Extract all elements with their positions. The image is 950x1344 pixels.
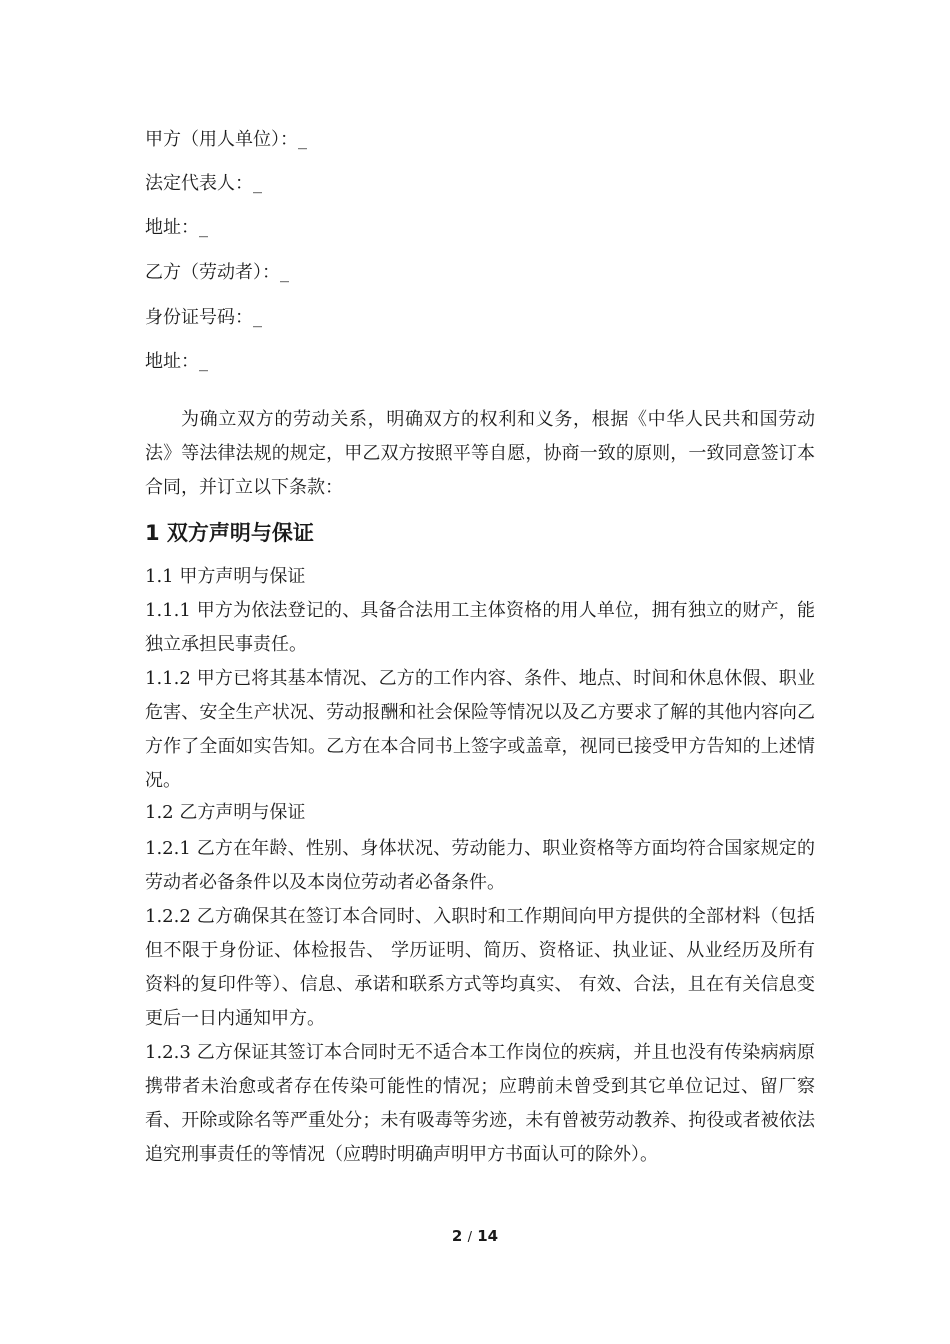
clause-1-1-2: 1.1.2 甲方已将其基本情况、乙方的工作内容、条件、地点、时间和休息休假、职业危害、安全生产状况、劳动报酬和社会保险等情况以及乙方要求了解的其他内容向乙方作了全面如实告知。乙方在本合同书上签字或盖章，视同已接受甲方告知的上述情况。 [145,668,815,791]
party-b-field: 乙方（劳动者）：_ [145,262,289,283]
total-pages-number: 14 [477,1227,499,1245]
party-a-field: 甲方（用人单位）：_ [145,129,307,150]
intro-paragraph: 为确立双方的劳动关系，明确双方的权利和义务，根据《中华人民共和国劳动法》等法律法规的规定，甲乙双方按照平等自愿，协商一致的原则，一致同意签订本合同，并订立以下条款： [145,409,815,498]
party-b-address-field: 地址：_ [145,351,208,372]
legal-representative-field: 法定代表人：_ [145,173,262,194]
page-separator: / [467,1230,472,1245]
subsection-1-1-heading: 1.1 甲方声明与保证 [145,566,306,587]
page-number [0,1225,950,1249]
section-heading: 1 双方声明与保证 [145,521,314,545]
clause-1-1-1: 1.1.1 甲方为依法登记的、具备合法用工主体资格的用人单位，拥有独立的财产，能独立承担民事责任。 [145,600,815,655]
current-page-number: 2 [451,1227,463,1245]
clause-1-2-2: 1.2.2 乙方确保其在签订本合同时、入职时和工作期间向甲方提供的全部材料（包括但不限于身份证、体检报告、 学历证明、简历、资格证、执业证、从业经历及所有资料的复印件等）、信息、承诺和联系方式等均真实、 有效、合法，且在有关信息变更后一日内通知甲方。 [145,906,815,1029]
subsection-1-2-heading: 1.2 乙方声明与保证 [145,802,306,823]
id-number-field: 身份证号码：_ [145,307,262,328]
party-a-address-field: 地址：_ [145,217,208,238]
clause-1-2-3: 1.2.3 乙方保证其签订本合同时无不适合本工作岗位的疾病，并且也没有传染病病原携带者未治愈或者存在传染可能性的情况；应聘前未曾受到其它单位记过、留厂察看、开除或除名等严重处分；未有吸毒等劣迹，未有曾被劳动教养、拘役或者被依法追究刑事责任的等情况（应聘时明确声明甲方书面认可的除外）。 [145,1042,815,1165]
clause-1-2-1: 1.2.1 乙方在年龄、性别、身体状况、劳动能力、职业资格等方面均符合国家规定的劳动者必备条件以及本岗位劳动者必备条件。 [145,838,815,893]
